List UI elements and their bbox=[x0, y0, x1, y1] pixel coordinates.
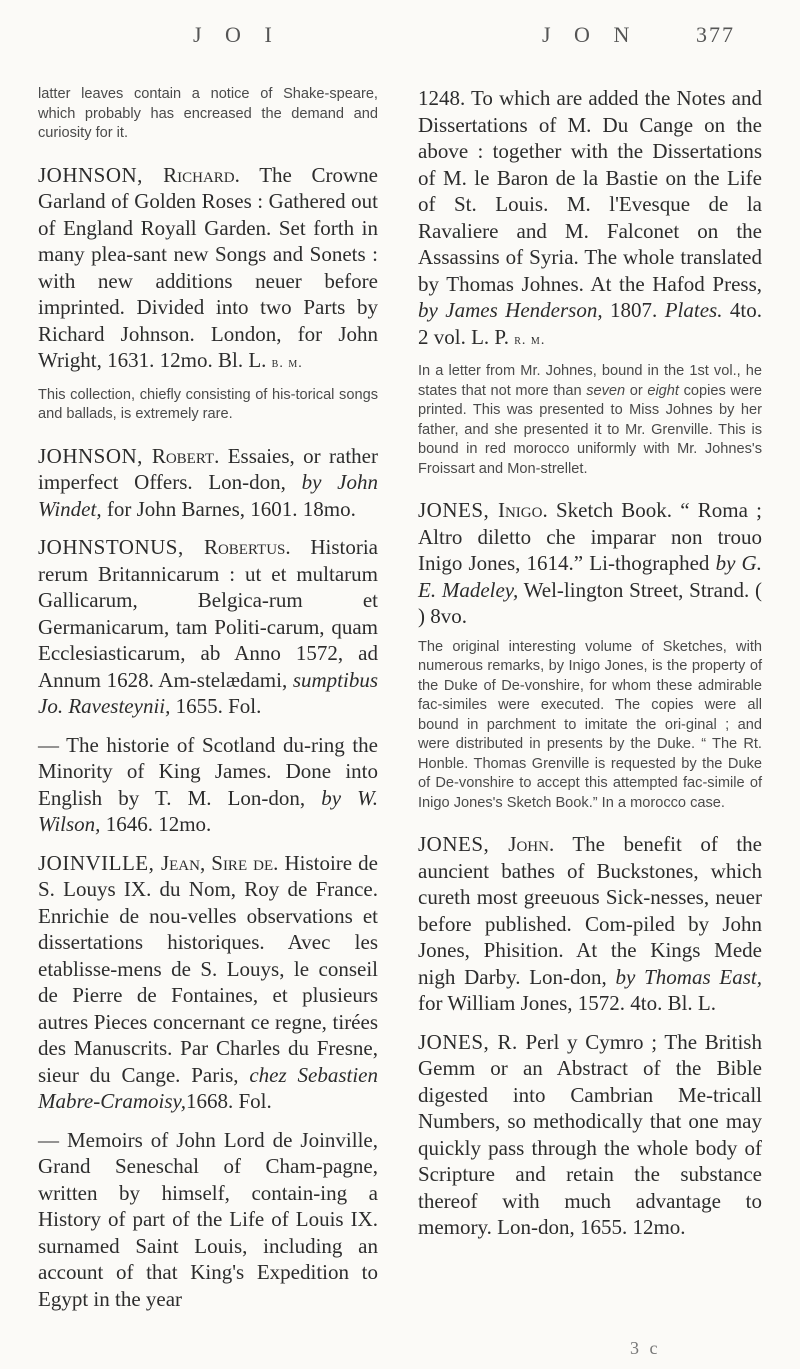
entry-joinville bbox=[38, 850, 378, 1115]
entry-printer: by W. Wilson, bbox=[38, 785, 378, 836]
left-column bbox=[38, 85, 378, 1324]
entry-jones-john bbox=[418, 831, 762, 1017]
entry-text: Histoire de S. Louys IX. du Nom, Roy de France. Enrichie de nou-velles observations et dissertations historiques. Avec les etablisse-mens de S. Louys, le conseil de Pierre de Fontaines, et plusieurs autres Pieces concernant ce regne, tirées des Manuscrits. Par Charles du Fresne, sieur du Cange. Paris, bbox=[38, 850, 379, 1087]
entry-plates: Plates. bbox=[664, 298, 723, 322]
location-mark: b. m. bbox=[271, 356, 303, 371]
entry-printer: chez Sebastien Mabre-Cramoisy, bbox=[38, 1062, 378, 1113]
entry-heading: JOHNSON, bbox=[38, 162, 164, 187]
entry-text: 1807. bbox=[602, 298, 665, 322]
note-text: In a letter from Mr. Johnes, bound in the 1st vol., he states that not more than bbox=[418, 363, 762, 399]
entry-heading: JONES, bbox=[418, 832, 509, 856]
entry-text-end: for John Barnes, 1601. 18mo. bbox=[101, 496, 356, 521]
note-emphasis: eight bbox=[647, 382, 679, 399]
page-number: 377 bbox=[696, 22, 735, 47]
entry-text-end: 1646. 12mo. bbox=[100, 812, 212, 836]
entry-forename: John. bbox=[508, 832, 555, 856]
entry-printer: by John Windet, bbox=[38, 470, 378, 521]
entry-text-end: Wel-lington Street, Strand. ( ) 8vo. bbox=[418, 577, 762, 628]
entry-johnstonus bbox=[38, 534, 378, 720]
entry-jones-inigo bbox=[418, 497, 762, 630]
entry-heading: JONES, R. bbox=[418, 1029, 518, 1054]
note-text: or bbox=[625, 382, 648, 399]
entry-printer: by G. E. Madeley, bbox=[418, 551, 762, 602]
note-emphasis: seven bbox=[586, 382, 626, 399]
entry-text: — The historie of Scotland du-ring the Minority of King James. Done into English by T. M. Lon-don, bbox=[38, 732, 378, 810]
entry-text: Essaies, or rather imperfect Offers. Lon-don, bbox=[38, 443, 378, 494]
entry-forename: Robertus. bbox=[203, 535, 291, 559]
entry-text: The benefit of the auncient bathes of Buckstones, which cureth most greeuous Sick-nesses, neuer before published. Com-piled by John Jones, Phisition. At the Kings Mede nigh Darby. Lon-don, bbox=[418, 832, 762, 989]
location-mark: r. m. bbox=[514, 332, 546, 348]
entry-jones-r bbox=[418, 1029, 762, 1241]
entry-text: The Crowne Garland of Golden Roses : Gathered out of England Royall Garden. Set forth in many plea-sant new Songs and Sonets : with new additions neuer before imprinted. Divided into two Parts by Richard Johnson. London, for John Wright, 1631. 12mo. Bl. L. bbox=[38, 162, 378, 372]
right-column bbox=[418, 85, 762, 1253]
note-text: copies were printed. This was presented to Miss Johnes by her father, and she presented it to Mr. Grenville. This is bound in red morocco uniformly with Mr. Johnes's Froissart and Mon-strellet. bbox=[418, 382, 762, 477]
entry-text: 1248. To which are added the Notes and Dissertations of M. Du Cange on the above : together with the Dissertations of M. le Baron de la Bastie on the Life of St. Louis. M. l'Evesque de la Ravaliere and M. Falconet on the Assassins of Syria. The whole translated by Thomas Johnes. At the Hafod Press, bbox=[418, 86, 762, 296]
entry-forename: Richard. bbox=[163, 162, 240, 187]
entry-text: — Memoirs of John Lord de Joinville, Grand Seneschal of Cham-pagne, written by himself, contain-ing a History of part of the Life of Louis IX. surnamed Saint Louis, including an account of that King's Expedition to Egypt in the year bbox=[38, 1127, 378, 1311]
entry-joinville-continued bbox=[418, 85, 762, 354]
entry-heading: JOHNSTONUS, bbox=[38, 535, 204, 559]
entry-historie-scotland bbox=[38, 732, 378, 838]
entry-printer: sumptibus Jo. Ravesteynii, bbox=[38, 667, 378, 718]
entry-johnson-robert bbox=[38, 443, 378, 523]
entry-text-end: 1655. Fol. bbox=[170, 694, 262, 718]
entry-joinville-memoirs bbox=[38, 1127, 378, 1313]
entry-text: Historia rerum Britannicarum : ut et multarum Gallicarum, Belgica-rum et Germanicarum, tam Politi-carum, quam Ecclesiasticarum, ab Anno 1572, ad Annum 1628. Am-stelædami, bbox=[38, 535, 378, 692]
entry-heading: JOHNSON, bbox=[38, 443, 152, 468]
running-head-center: J O N bbox=[542, 22, 639, 47]
entry-printer: by James Henderson, bbox=[418, 298, 603, 322]
entry-note: The original interesting volume of Sketches, with numerous remarks, by Inigo Jones, is the property of the Duke of De-vonshire, for whom these admirable fac-similes were executed. The copies were all bound in parchment to imitate the ori-ginal ; and were distributed in presents by the Duke. “ The Rt. Honble. Thomas Grenville is requested by the Duke of De-vonshire to accept this attempted fac-simile of Inigo Jones's Sketch Book.” In a morocco case. bbox=[418, 638, 762, 811]
entry-forename: Jean, Sire de. bbox=[160, 850, 279, 875]
entry-printer: by Thomas East, bbox=[615, 964, 762, 989]
entry-text: Sketch Book. “ Roma ; Altro diletto che imparar non trouo Inigo Jones, 1614.” Li-thographed bbox=[418, 498, 763, 575]
entry-forename: Robert. bbox=[151, 443, 220, 468]
entry-heading: JONES, bbox=[418, 498, 498, 522]
entry-forename: Inigo. bbox=[497, 498, 548, 522]
signature-mark: 3 c bbox=[630, 1338, 661, 1358]
entry-note: This collection, chiefly consisting of his-torical songs and ballads, is extremely rare. bbox=[38, 386, 378, 422]
running-head-left: J O I bbox=[193, 22, 281, 47]
entry-johnson-richard bbox=[38, 162, 378, 378]
entry-text: 4to. 2 vol. L. P. bbox=[418, 298, 763, 349]
entry-text-end: for William Jones, 1572. 4to. Bl. L. bbox=[418, 991, 716, 1015]
entry-heading: JOINVILLE, bbox=[38, 850, 161, 875]
continuation-note: latter leaves contain a notice of Shake-speare, which probably has encreased the demand and curiosity for it. bbox=[38, 86, 378, 141]
entry-note bbox=[418, 362, 762, 479]
entry-text: Perl y Cymro ; The British Gemm or an Abstract of the Bible digested into Cambrian Me-tricall Numbers, so methodically that one may quickly pass through the whole body of Scripture and retain the substance thereof with much advantage to memory. Lon-don, 1655. 12mo. bbox=[418, 1029, 762, 1239]
entry-text-end: 1668. Fol. bbox=[185, 1089, 272, 1113]
